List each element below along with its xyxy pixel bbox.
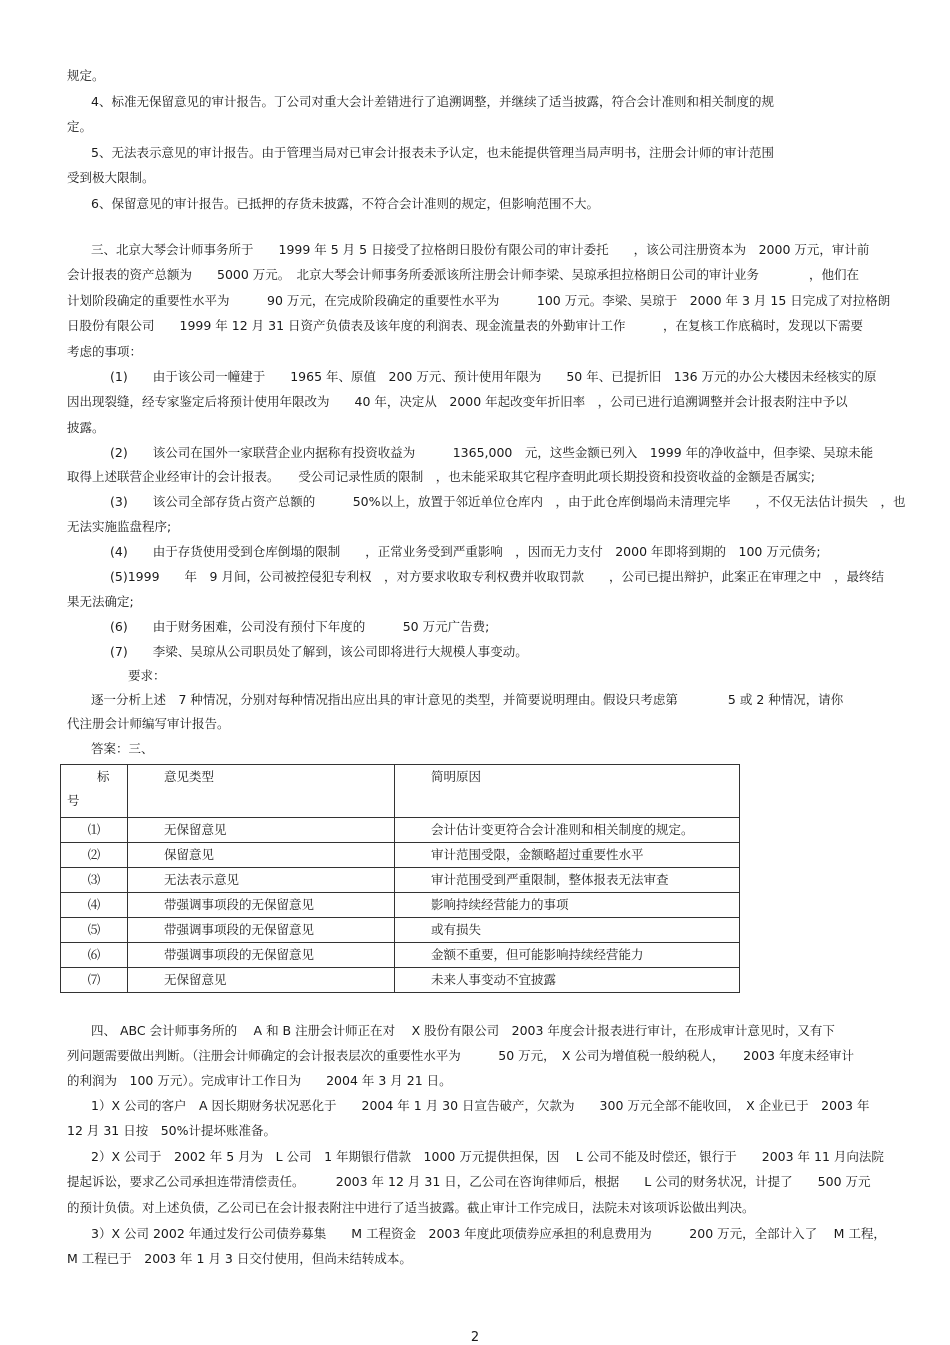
header-number-line2: 号	[67, 793, 80, 808]
header-opinion-type: 意见类型	[128, 765, 395, 818]
text-line: 定。	[67, 119, 93, 134]
row-number: ⑷	[61, 893, 128, 918]
text-line: 6、保留意见的审计报告。已抵押的存货未披露，不符合会计准则的规定，但影响范围不大。	[91, 196, 599, 211]
text-line: 四、 ABC 会计师事务所的 A 和 B 注册会计师正在对 X 股份有限公司 2003 年度会计报表进行审计，在形成审计意见时，又有下	[91, 1023, 835, 1038]
text-line: 披露。	[67, 420, 105, 435]
row-number: ⑹	[61, 943, 128, 968]
table-header-row	[61, 765, 740, 818]
text-line: M 工程已于 2003 年 1 月 3 日交付使用，但尚未结转成本。	[67, 1251, 412, 1266]
text-line: 受到极大限制。	[67, 170, 155, 185]
text-line: 答案：三、	[91, 741, 154, 756]
text-line: 2）X 公司于 2002 年 5 月为 L 公司 1 年期银行借款 1000 万元提供担保，因 L 公司不能及时偿还，银行于 2003 年 11 月向法院	[91, 1149, 884, 1164]
text-line: 代注册会计师编写审计报告。	[67, 716, 230, 731]
row-number: ⑺	[61, 968, 128, 993]
row-number: ⑸	[61, 918, 128, 943]
row-opinion-type: 带强调事项段的无保留意见	[128, 918, 395, 943]
text-line: 提起诉讼，要求乙公司承担连带清偿责任。 2003 年 12 月 31 日，乙公司在咨询律师后，根据 L 公司的财务状况，计提了 500 万元	[67, 1174, 871, 1189]
text-line: 日股份有限公司 1999 年 12 月 31 日资产负债表及该年度的利润表、现金流量表的外勤审计工作 ，在复核工作底稿时，发现以下需要	[67, 318, 863, 333]
row-opinion-type: 保留意见	[128, 843, 395, 868]
text-line: 12 月 31 日按 50%计提坏账准备。	[67, 1123, 277, 1138]
text-line: 会计报表的资产总额为 5000 万元。 北京大琴会计师事务所委派该所注册会计师李梁、吴琼承担拉格朗日公司的审计业务 ，他们在	[67, 267, 860, 282]
row-number: ⑵	[61, 843, 128, 868]
text-line: 1）X 公司的客户 A 因长期财务状况恶化于 2004 年 1 月 30 日宣告破产，欠款为 300 万元全部不能收回， X 企业已于 2003 年	[91, 1098, 870, 1113]
text-line: (3) 该公司全部存货占资产总额的 50%以上，放置于邻近单位仓库内 ，由于此仓库倒塌尚未清理完毕 ，不仅无法估计损失 ，也	[110, 494, 906, 509]
table-row	[61, 893, 740, 918]
text-line: 无法实施监盘程序;	[67, 519, 172, 534]
page-number: 2	[470, 1330, 480, 1345]
table-row	[61, 843, 740, 868]
row-opinion-type: 无保留意见	[128, 968, 395, 993]
table-row	[61, 943, 740, 968]
row-opinion-type: 无法表示意见	[128, 868, 395, 893]
table-row	[61, 918, 740, 943]
row-opinion-type: 带强调事项段的无保留意见	[128, 893, 395, 918]
row-reason: 或有损失	[395, 918, 740, 943]
text-line: 3）X 公司 2002 年通过发行公司债券募集 M 工程资金 2003 年度此项债券应承担的利息费用为 200 万元，全部计入了 M 工程，	[91, 1226, 886, 1241]
row-reason: 审计范围受到严重限制，整体报表无法审查	[395, 868, 740, 893]
row-opinion-type: 无保留意见	[128, 818, 395, 843]
text-line: 因出现裂缝，经专家鉴定后将预计使用年限改为 40 年，决定从 2000 年起改变年折旧率 ，公司已进行追溯调整并会计报表附注中予以	[67, 394, 848, 409]
row-number: ⑴	[61, 818, 128, 843]
text-line: 4、标准无保留意见的审计报告。丁公司对重大会计差错进行了追溯调整，并继续了适当披露，符合会计准则和相关制度的规	[91, 94, 774, 109]
text-line: 的预计负债。对上述负债，乙公司已在会计报表附注中进行了适当披露。截止审计工作完成日，法院未对该项诉讼做出判决。	[67, 1200, 755, 1215]
row-reason: 影响持续经营能力的事项	[395, 893, 740, 918]
text-line: 果无法确定;	[67, 594, 134, 609]
text-line: (1) 由于该公司一幢建于 1965 年、原值 200 万元、预计使用年限为 50 年、已提折旧 136 万元的办公大楼因未经核实的原	[110, 369, 877, 384]
table-row	[61, 968, 740, 993]
text-line: 规定。	[67, 68, 105, 83]
text-line: (7) 李梁、吴琼从公司职员处了解到，该公司即将进行大规模人事变动。	[110, 644, 528, 659]
text-line: (6) 由于财务困难，公司没有预付下年度的 50 万元广告费;	[110, 619, 490, 634]
text-line: (4) 由于存货使用受到仓库倒塌的限制 ，正常业务受到严重影响 ，因而无力支付 2000 年即将到期的 100 万元债务;	[110, 544, 821, 559]
table-row	[61, 818, 740, 843]
header-number-line1: 标	[97, 769, 110, 784]
row-number: ⑶	[61, 868, 128, 893]
table-row	[61, 868, 740, 893]
text-line: 考虑的事项：	[67, 344, 143, 359]
text-line: 三、北京大琴会计师事务所于 1999 年 5 月 5 日接受了拉格朗日股份有限公司的审计委托 ，该公司注册资本为 2000 万元，审计前	[91, 242, 870, 257]
text-line: 的利润为 100 万元）。完成审计工作日为 2004 年 3 月 21 日。	[67, 1073, 452, 1088]
text-line: 取得上述联营企业经审计的会计报表。 受公司记录性质的限制 ，也未能采取其它程序查明此项长期投资和投资收益的金额是否属实;	[67, 469, 815, 484]
text-line: (5)1999 年 9 月间，公司被控侵犯专利权 ，对方要求收取专利权费并收取罚款 ，公司已提出辩护，此案正在审理之中 ，最终结	[110, 569, 884, 584]
text-line: 要求：	[128, 668, 166, 683]
text-line: (2) 该公司在国外一家联营企业内据称有投资收益为 1365,000 元，这些金额已列入 1999 年的净收益中，但李梁、吴琼未能	[110, 445, 874, 460]
text-line: 5、无法表示意见的审计报告。由于管理当局对已审会计报表未予认定，也未能提供管理当局声明书，注册会计师的审计范围	[91, 145, 774, 160]
row-reason: 审计范围受限，金额略超过重要性水平	[395, 843, 740, 868]
row-opinion-type: 带强调事项段的无保留意见	[128, 943, 395, 968]
row-reason: 未来人事变动不宜披露	[395, 968, 740, 993]
row-reason: 金额不重要，但可能影响持续经营能力	[395, 943, 740, 968]
text-line: 列问题需要做出判断。（注册会计师确定的会计报表层次的重要性水平为 50 万元， X 公司为增值税一般纳税人， 2003 年度未经审计	[67, 1048, 854, 1063]
answer-table	[60, 764, 740, 993]
header-number	[61, 765, 128, 818]
text-line: 计划阶段确定的重要性水平为 90 万元，在完成阶段确定的重要性水平为 100 万元。李梁、吴琼于 2000 年 3 月 15 日完成了对拉格朗	[67, 293, 891, 308]
header-reason: 简明原因	[395, 765, 740, 818]
text-line: 逐一分析上述 7 种情况，分别对每种情况指出应出具的审计意见的类型，并简要说明理由。假设只考虑第 5 或 2 种情况，请你	[91, 692, 844, 707]
row-reason: 会计估计变更符合会计准则和相关制度的规定。	[395, 818, 740, 843]
